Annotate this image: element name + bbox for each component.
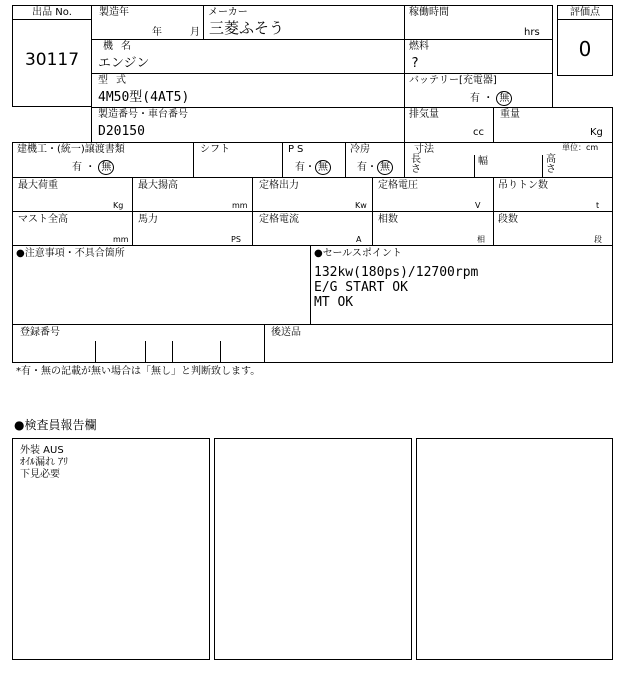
stages-unit: 段 [594,235,602,244]
inspector-line-3: 下見必要 [20,469,60,480]
mast-unit: mm [113,235,129,244]
rated-current-unit: A [356,235,362,244]
hoist-unit: t [596,201,600,210]
sales-point-label: ●セールスポイント [314,248,402,259]
maker-value: 三菱ふそう [209,19,285,37]
transfer-doc-yes-no [72,160,114,175]
transfer-doc-yes: 有 [72,162,82,173]
reg-divider-1 [95,341,96,363]
dims-divider-2 [542,155,543,178]
max-load-unit: Kg [113,201,124,210]
item-no: 30117 [24,50,80,70]
battery-no-circled: 無 [496,91,512,106]
ps-label: PS [288,144,307,155]
rated-output-label: 定格出力 [259,180,299,191]
cooling-label: 冷房 [350,144,370,155]
reg-divider-3 [172,341,173,363]
weight-unit: Kg [590,127,603,138]
rated-output-unit: Kw [355,201,367,210]
hp-label: 馬力 [138,214,158,225]
shipping-box [264,324,613,363]
transfer-doc-label: 建機工・(統一)譲渡書類 [17,144,125,155]
shipping-label: 後送品 [271,327,301,338]
dims-divider-1 [474,155,475,178]
ps-yes: 有 [295,162,305,173]
caution-label: ●注意事項・不具合箇所 [16,248,125,259]
inspector-box-2 [214,438,412,660]
ps-yes-no [295,160,331,175]
displacement-unit: cc [473,127,484,138]
cooling-dot: ・ [367,162,377,173]
transfer-doc-no-circled: 無 [98,160,114,175]
battery-yes-no [470,91,512,106]
weight-label: 重量 [500,109,520,120]
ps-no-circled: 無 [315,160,331,175]
serial-value: D20150 [98,124,145,139]
reg-divider-2 [145,341,146,363]
rating-value: 0 [578,37,592,61]
inspector-line-2: ｵｲﾙ漏れ ｱﾘ [20,457,69,468]
battery-label: バッテリー[充電器] [409,75,497,86]
name-label: 機名 [103,41,139,52]
rating-label: 評価点 [570,7,600,18]
rated-voltage-unit: V [475,201,481,210]
registration-label: 登録番号 [20,327,60,338]
dims-label: 寸法 [414,144,434,155]
phase-label: 相数 [378,214,398,225]
serial-label: 製造番号・車台番号 [98,109,188,120]
mfg-year-label: 製造年 [99,7,129,18]
month-unit: 月 [190,27,200,38]
cooling-yes-no [357,160,393,175]
stages-label: 段数 [498,214,518,225]
fuel-label: 燃料 [409,41,429,52]
maker-label: メーカー [208,7,248,18]
shift-label: シフト [200,144,230,155]
item-no-label: 出品 No. [32,7,72,18]
height-label: 高さ [546,154,556,175]
sales-line-3: MT OK [314,295,354,310]
inspector-line-1: 外装 AUS [20,445,64,456]
mast-label: マスト全高 [18,214,68,225]
model-value: 4M50型(4AT5) [98,90,190,105]
max-lift-label: 最大揚高 [138,180,178,191]
sales-line-2: E/G START OK [314,280,408,295]
transfer-doc-dot: ・ [85,162,96,173]
hours-label: 稼働時間 [409,7,449,18]
width-label: 幅 [478,156,488,167]
battery-dot: ・ [483,93,494,104]
cooling-no-circled: 無 [377,160,393,175]
rated-voltage-label: 定格電圧 [378,180,418,191]
ps-dot: ・ [305,162,315,173]
battery-yes: 有 [470,93,480,104]
sales-line-1: 132kw(180ps)/12700rpm [314,265,479,280]
unit-note: 単位：cm [562,143,599,152]
hoist-label: 吊りトン数 [498,180,548,191]
length-label: 長さ [411,154,421,175]
displacement-label: 排気量 [409,109,439,120]
fuel-value: ? [411,56,419,71]
rated-current-label: 定格電流 [259,214,299,225]
year-unit: 年 [152,27,162,38]
model-label: 型式 [98,75,134,86]
max-lift-unit: mm [232,201,248,210]
cooling-yes: 有 [357,162,367,173]
inspector-box-3 [416,438,613,660]
footnote: *有・無の記載が無い場合は「無し」と判断致します。 [16,366,261,377]
reg-divider-4 [220,341,221,363]
hours-unit: hrs [524,27,540,38]
name-value: エンジン [98,56,150,71]
phase-unit: 相 [477,235,485,244]
inspector-title: ●検査員報告欄 [14,418,97,432]
max-load-label: 最大荷重 [18,180,58,191]
hp-unit: PS [231,235,241,244]
